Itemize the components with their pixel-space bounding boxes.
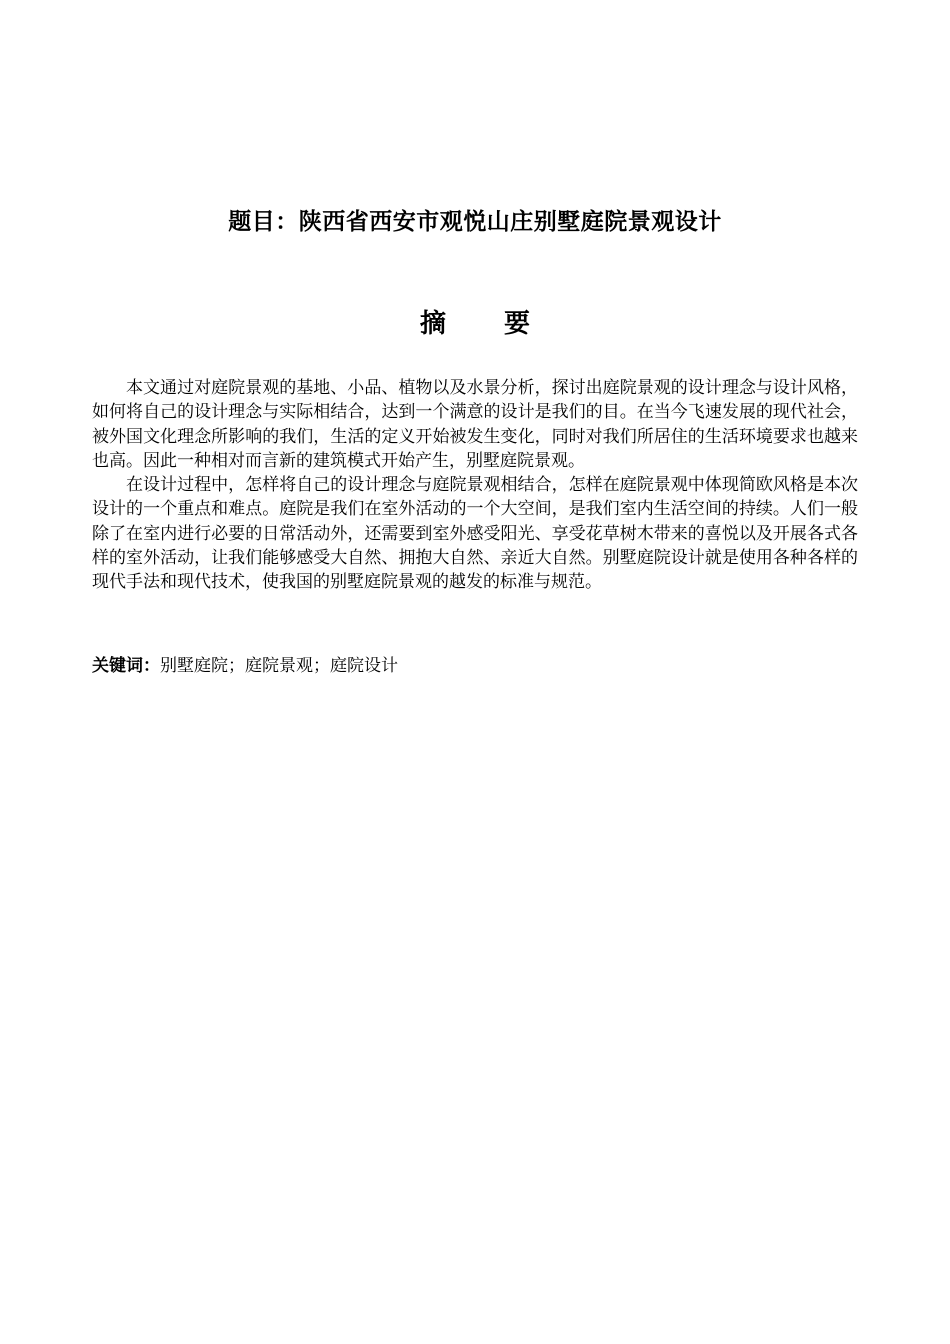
document-title: 题目：陕西省西安市观悦山庄别墅庭院景观设计 [228,209,722,235]
keywords-text: 别墅庭院；庭院景观；庭院设计 [160,656,398,676]
abstract-paragraph: 本文通过对庭院景观的基地、小品、植物以及水景分析，探讨出庭院景观的设计理念与设计风格，如何将自己的设计理念与实际相结合，达到一个满意的设计是我们的目。在当今飞速发展的现代社会，被外国文化理念所影响的我们，生活的定义开始被发生变化，同时对我们所居住的生活环境要求也越来也高。因此一种相对而言新的建筑模式开始产生，别墅庭院景观。 [92,378,858,471]
keywords-label: 关键词： [92,656,160,676]
abstract-heading: 摘要 [419,309,588,339]
abstract-body [92,376,858,595]
abstract-paragraph: 在设计过程中，怎样将自己的设计理念与庭院景观相结合，怎样在庭院景观中体现简欧风格是本次设计的一个重点和难点。庭院是我们在室外活动的一个大空间，是我们室内生活空间的持续。人们一般除了在室内进行必要的日常活动外，还需要到室外感受阳光、享受花草树木带来的喜悦以及开展各式各样的室外活动，让我们能够感受大自然、拥抱大自然、亲近大自然。别墅庭院设计就是使用各种各样的现代手法和现代技术，使我国的别墅庭院景观的越发的标准与规范。 [92,475,858,593]
keywords-line [92,654,858,678]
